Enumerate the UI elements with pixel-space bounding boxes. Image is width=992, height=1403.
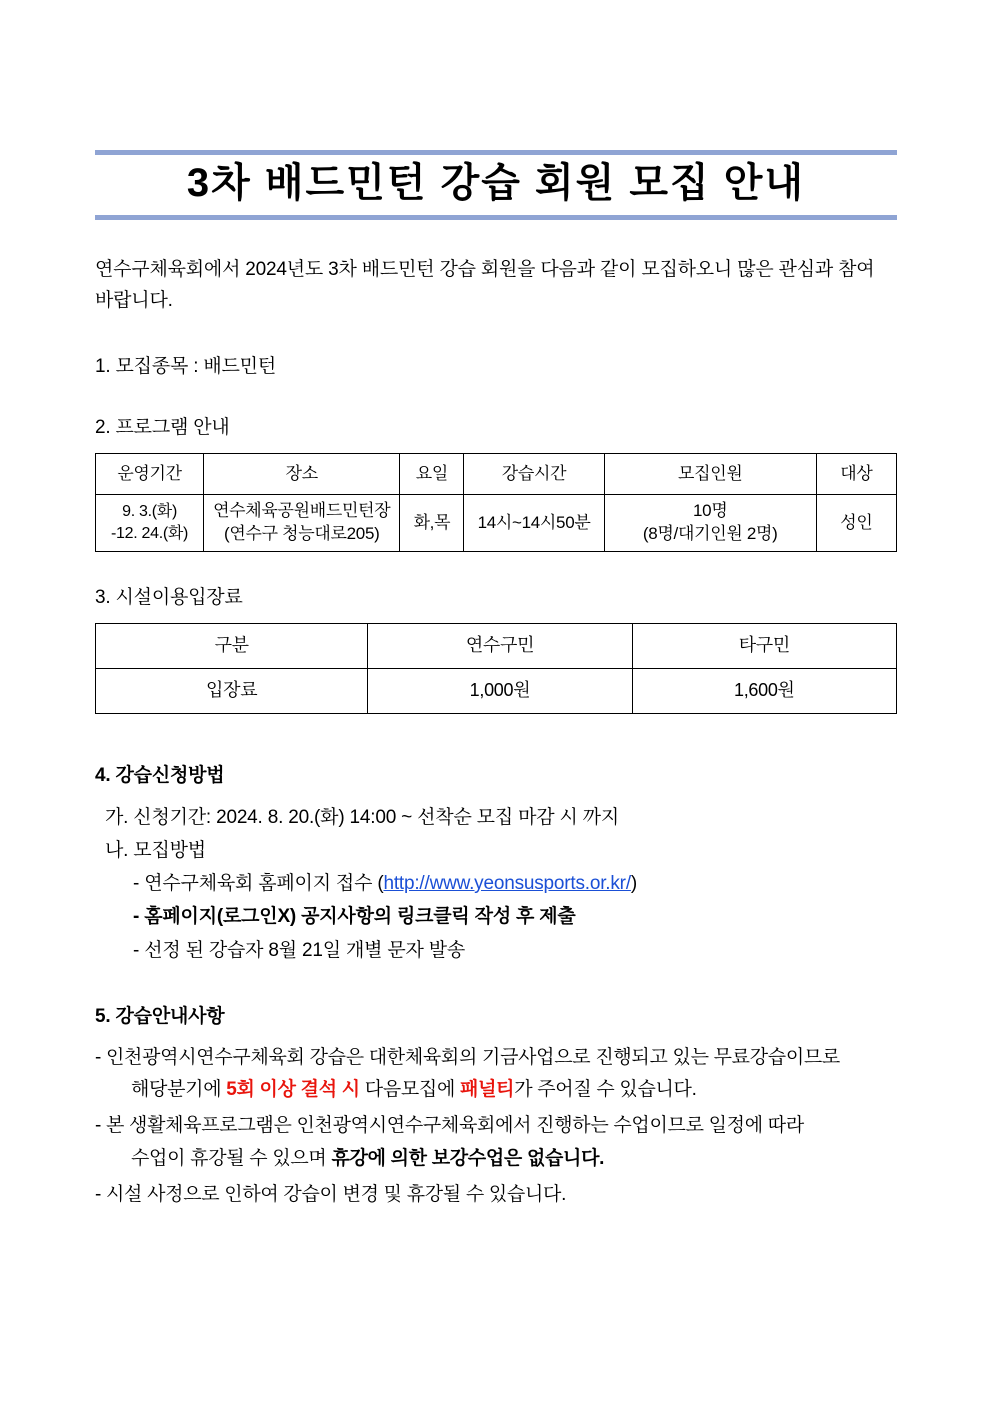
cell-place [204,494,400,551]
table-header-row [96,623,897,668]
homepage-text-after: ) [630,873,638,895]
sms-text: 선정 된 강습자 8월 21일 개별 문자 발송 [144,939,466,961]
notice-item-3: - 시설 사정으로 인하여 강습이 변경 및 휴강될 수 있습니다. [95,1184,567,1205]
place-line-2: (연수구 청능대로205) [224,523,380,543]
notice-2-a: 수업이 휴강될 수 있으며 [131,1147,332,1169]
section-2-heading: 2. 프로그램 안내 [95,416,230,438]
dash-marker: - [133,906,140,928]
homepage-link[interactable]: http://www.yeonsusports.or.kr/ [383,873,631,895]
notice-1-line-2 [113,1074,897,1106]
notice-1-line-1: - 인천광역시연수구체육회 강습은 대한체육회의 기금사업으로 진행되고 있는 무료강습이므로 [95,1046,840,1068]
notice-1-b: 다음모집에 [359,1079,461,1101]
notice-1-red-1: 5회 이상 결석 시 [226,1079,360,1101]
submit-text: 홈페이지(로그인X) 공지사항의 링크클릭 작성 후 제출 [144,906,576,928]
notice-1-a: 해당분기에 [131,1079,227,1101]
section-5-notices [95,1042,897,1211]
table-row [96,668,897,713]
col-day: 요일 [400,453,464,494]
dash-marker: - [133,873,140,895]
application-method-submit [133,900,897,933]
period-line-2: -12. 24.(화) [111,524,189,542]
cell-fee-resident: 1,000원 [368,668,632,713]
col-resident: 연수구민 [368,623,632,668]
notice-1-red-2: 패널티 [460,1079,515,1101]
cell-capacity [604,494,816,551]
cell-fee-non-resident: 1,600원 [632,668,896,713]
page-title: 3차 배드민턴 강습 회원 모집 안내 [186,161,806,205]
fee-table [95,623,897,714]
section-5-heading: 5. 강습안내사항 [95,1005,225,1027]
cell-fee-label: 입장료 [96,668,368,713]
col-non-resident: 타구민 [632,623,896,668]
table-row [96,494,897,551]
cell-time: 14시~14시50분 [464,494,604,551]
notice-item-1 [95,1042,897,1107]
notice-1-c: 가 주어질 수 있습니다. [514,1079,697,1101]
program-table [95,453,897,552]
section-3-heading: 3. 시설이용입장료 [95,586,243,608]
capacity-line-2: (8명/대기인원 2명) [642,523,778,543]
col-place: 장소 [204,453,400,494]
document-title-block [95,150,897,220]
notice-2-bold: 휴강에 의한 보강수업은 없습니다. [331,1147,605,1169]
notice-2-line-1: - 본 생활체육프로그램은 인천광역시연수구체육회에서 진행하는 수업이므로 일정에 따라 [95,1115,804,1137]
col-time: 강습시간 [464,453,604,494]
application-method-sms [133,934,897,967]
notice-2-line-2 [113,1143,897,1175]
table-header-row [96,453,897,494]
intro-paragraph: 연수구체육회에서 2024년도 3차 배드민턴 강습 회원을 다음과 같이 모집하오니 많은 관심과 참여 바랍니다. [95,259,875,312]
col-target: 대상 [816,453,896,494]
application-period: 가. 신청기간: 2024. 8. 20.(화) 14:00 ~ 선착순 모집 마감 시 까지 [105,806,619,828]
cell-period [96,494,204,551]
homepage-text-before: 연수구체육회 홈페이지 접수 ( [144,873,384,895]
application-method-homepage [133,867,897,900]
col-capacity: 모집인원 [604,453,816,494]
cell-target: 성인 [816,494,896,551]
col-category: 구분 [96,623,368,668]
section-4-heading: 4. 강습신청방법 [95,764,225,786]
section-1-heading: 1. 모집종목 : 배드민턴 [95,355,276,377]
place-line-1: 연수체육공원배드민턴장 [213,500,391,520]
notice-item-2 [95,1110,897,1175]
cell-day: 화,목 [400,494,464,551]
capacity-line-1: 10명 [693,500,728,520]
period-line-1: 9. 3.(화) [122,503,177,521]
dash-marker: - [133,939,140,961]
col-period: 운영기간 [96,453,204,494]
application-method-label: 나. 모집방법 [105,839,206,861]
